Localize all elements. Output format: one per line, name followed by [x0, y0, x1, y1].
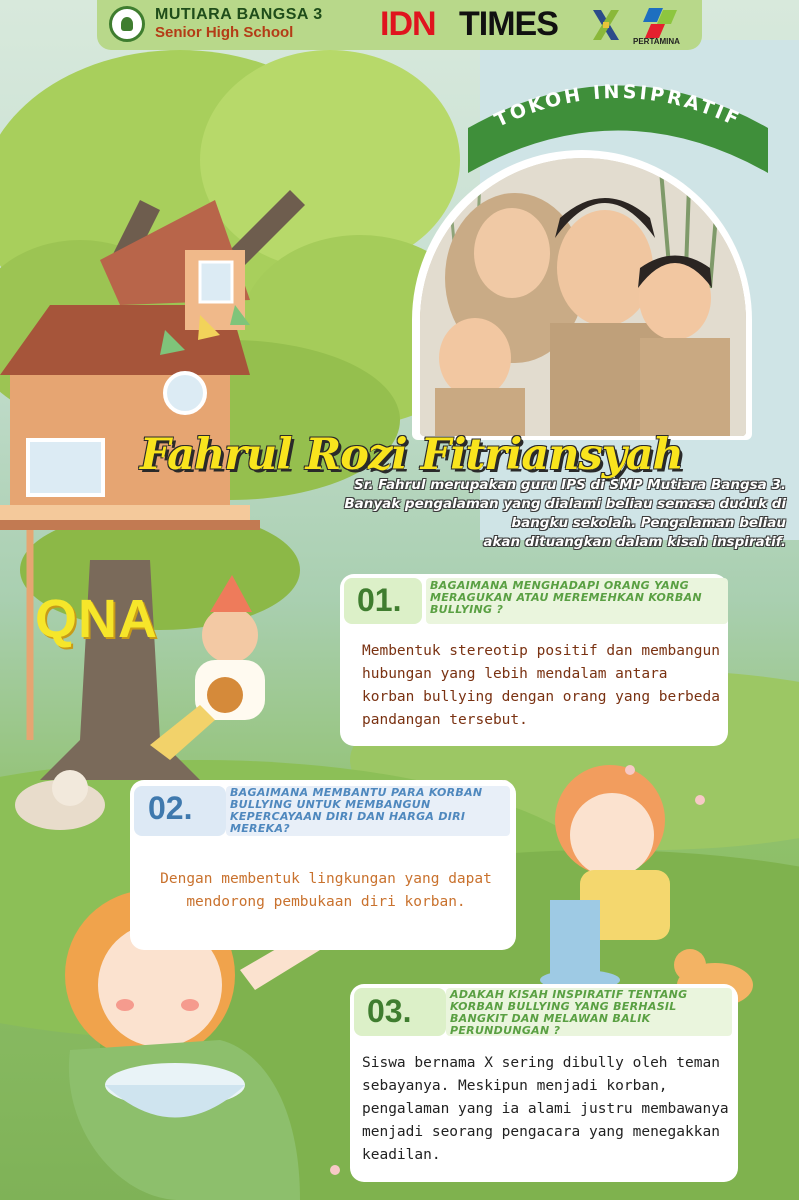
brand-times: TIMES — [459, 5, 558, 43]
intro-text — [238, 476, 786, 552]
qna-title: QNA — [35, 589, 158, 649]
header-bar — [97, 0, 702, 50]
intro-line: bangku sekolah. Pengalaman beliau — [511, 515, 786, 531]
qna-question: BAGAIMANA MEMBANTU PARA KORBAN BULLYING UNTUK MEMBANGUN KEPERCAYAAN DIRI DAN HARGA DIRI MEREKA? — [230, 786, 483, 835]
school-name: MUTIARA BANGSA 3 — [155, 6, 323, 23]
person-name: Fahrul Rozi Fitriansyah — [140, 430, 683, 480]
intro-line: Sr. Fahrul merupakan guru IPS di SMP Mutiara Bangsa 3. — [353, 477, 786, 493]
qna-answer: Dengan membentuk lingkungan yang dapat mendorong pembukaan diri korban. — [160, 871, 492, 910]
brand-idn: IDN — [380, 5, 436, 43]
intro-line: Banyak pengalaman yang dialami beliau semasa duduk di — [344, 496, 786, 512]
ribbon-label: TOKOH INSIPRATIF — [491, 80, 745, 132]
x-logo-icon — [593, 10, 619, 40]
qna-question: ADAKAH KISAH INSPIRATIF TENTANG KORBAN BULLYING YANG BERHASIL BANGKIT DAN MELAWAN BALIK PERUNDUNGAN ? — [450, 988, 688, 1037]
school-logo-icon — [109, 6, 145, 42]
qna-number: 02. — [148, 790, 193, 826]
qna-number: 03. — [367, 993, 412, 1029]
qna-number: 01. — [357, 582, 402, 618]
partner-label: PERTAMINA — [633, 37, 680, 46]
qna-question: BAGAIMANA MENGHADAPI ORANG YANG MERAGUKAN ATAU MEREMEHKAN KORBAN BULLYING ? — [430, 579, 702, 616]
intro-line: akan dituangkan dalam kisah inspiratif. — [483, 534, 786, 550]
school-subtitle: Senior High School — [155, 24, 294, 41]
qna-answer: Siswa bernama X sering dibully oleh teman sebayanya. Meskipun menjadi korban, pengalaman yang ia alami justru membawanya menjadi seorang pengacara yang menegakkan keadilan. — [362, 1055, 729, 1163]
qna-answer: Membentuk stereotip positif dan membangun hubungan yang lebih mendalam antara korban bullying dengan orang yang berbeda pandangan tersebut. — [362, 643, 720, 728]
ribbon-banner — [468, 78, 768, 198]
